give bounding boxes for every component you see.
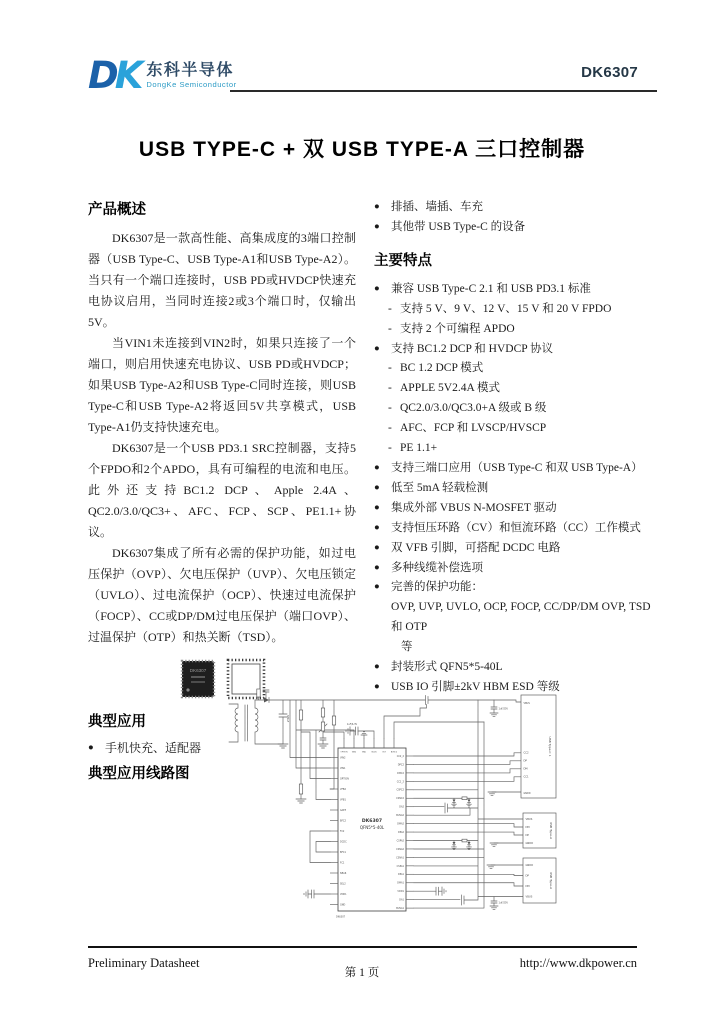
pin-label: DA2 — [399, 805, 404, 809]
feature-text: 兼容 USB Type-C 2.1 和 USB PD3.1 标准 — [391, 282, 591, 295]
pin-label: GND — [361, 751, 367, 754]
logo-letter-d: D — [88, 54, 115, 97]
pin-label: CSPA1 — [396, 864, 404, 868]
pin-label: GND — [340, 903, 346, 907]
pin-label: DPA1 — [397, 873, 404, 877]
pin-label: DP — [525, 874, 529, 878]
brand-name-cn: 东科半导体 — [146, 62, 234, 79]
feature-text: BC 1.2 DCP 模式 — [400, 362, 484, 375]
esd-diode — [453, 842, 456, 845]
feature-item — [374, 519, 652, 539]
list-item-text: 手机快充、适配器 — [105, 741, 202, 755]
footer-rule — [88, 946, 637, 948]
overview-paragraph: DK6307集成了所有必需的保护功能，如过电压保护（OVP）、欠电压保护（UVP）、欠电压锁定（UVLO）、过电流保护（OCP）、快速过电流保护（FOCP）、CC或DP/DM过电压保护（端口OVP）、过温保护（OTP）和热关断（TSD）。 — [88, 546, 356, 644]
ic-package: QFN5*5-40L — [359, 825, 385, 830]
feature-text: 支持 BC1.2 DCP 和 HVDCP 协议 — [391, 342, 554, 355]
ic-name: DK6307 — [361, 819, 383, 824]
bullet-icon: ● — [374, 462, 380, 473]
feature-item — [374, 399, 652, 419]
pin-label: VDD5 — [371, 751, 377, 754]
pin-label: SEL2 — [340, 882, 346, 886]
pin-label: DPA2 — [397, 830, 404, 834]
feature-item — [374, 280, 652, 300]
typec-cap-label: 1uF/25V — [498, 707, 509, 711]
pin-label: BUSA2 — [396, 814, 404, 818]
overview-paragraph: DK6307是一个USB PD3.1 SRC控制器，支持5个FPDO和2个APDO，具有可编程的电流和电压。此外还支持BC1.2 DCP、Apple 2.4A、QC2.0/3.0/QC3+、AFC、FCP、SCP、PE1.1+协议。 — [88, 441, 356, 539]
schematic-svg — [226, 686, 568, 938]
bullet-icon: - — [388, 442, 392, 455]
pin-label: CSPA2 — [396, 839, 404, 843]
pin-label: DM — [525, 825, 530, 829]
feature-item — [374, 658, 652, 678]
pin-label: DCDC — [340, 840, 347, 844]
feature-item — [374, 359, 652, 379]
footer-website: http://www.dkpower.cn — [519, 956, 637, 970]
bullet-icon: - — [388, 302, 392, 315]
resistor — [321, 722, 324, 731]
bullet-icon: ● — [374, 582, 380, 593]
applications-list — [374, 198, 652, 238]
pin-label: DMA2 — [397, 822, 404, 826]
pin-label: CSNA1 — [396, 856, 404, 860]
chip-photo-dark — [178, 656, 218, 702]
pin-label: NEAR — [340, 871, 347, 875]
footer-document-type: Preliminary Datasheet — [88, 956, 200, 970]
pin-label: CC2_2 — [396, 754, 404, 758]
pin-label: GATE — [340, 808, 347, 812]
header-rule — [230, 90, 657, 92]
pin-label: BFC1 — [340, 850, 346, 854]
pin-label: CC2 — [523, 751, 529, 755]
feature-item — [374, 479, 652, 499]
resistor — [299, 784, 302, 794]
brand-name-en: DongKe Semiconductor — [146, 80, 237, 89]
chip-marking: DK6307 — [189, 668, 206, 673]
resistor — [299, 710, 302, 720]
pin-label: DMA1 — [397, 881, 404, 885]
feature-text: OVP, UVP, UVLO, OCP, FOCP, CC/DP/DM OVP, TSD 和 OTP — [391, 601, 651, 634]
pin-label: GNDD — [525, 841, 534, 845]
type-c-gnd-pin: GNDD — [523, 791, 531, 795]
transformer — [229, 700, 283, 744]
bullet-icon: ● — [374, 202, 380, 212]
feature-text: USB IO 引脚±2kV HBM ESD 等级 — [391, 680, 560, 693]
bullet-icon: ● — [374, 283, 380, 294]
feature-text: PE 1.1+ — [400, 442, 438, 455]
type-c-vbus-pin: VBUS — [523, 701, 530, 705]
typea-cap-label: 1uF/25V — [498, 901, 509, 905]
usb-type-c-label: USB Type-C 1 — [548, 736, 552, 757]
bullet-icon: ● — [374, 482, 380, 493]
pin-label: VDD1 — [340, 892, 347, 896]
feature-text: 封装形式 QFN5*5-40L — [391, 661, 503, 674]
pin-label: VIN1 — [340, 766, 346, 770]
pin-label: VIN2 — [340, 756, 346, 760]
pin-label: CSNC2 — [396, 797, 404, 801]
feature-text: 支持恒压环路（CV）和恒流环路（CC）工作模式 — [391, 521, 641, 534]
list-item — [374, 198, 652, 218]
pin-label: VDD1 — [397, 890, 404, 894]
logo-mark — [88, 54, 140, 97]
vdd-cap-label: 1uF/6.3V — [346, 722, 358, 726]
ic-bottom-label: DK6307 — [336, 915, 346, 919]
pin-label: FC1 — [340, 861, 345, 865]
pin-label: DP — [523, 759, 527, 763]
feature-item — [374, 598, 652, 638]
bullet-icon: ● — [88, 743, 94, 753]
usb-type-a1-label: USB Type-A — [549, 821, 553, 840]
resistor — [332, 716, 335, 725]
feature-text: 支持 5 V、9 V、12 V、15 V 和 20 V FPDO — [400, 302, 612, 315]
bullet-icon: - — [388, 422, 392, 435]
feature-item — [374, 539, 652, 559]
feature-item — [374, 379, 652, 399]
feature-text: 双 VFB 引脚，可搭配 DCDC 电路 — [391, 541, 561, 554]
feature-item — [374, 340, 652, 360]
pin-label: VFB2 — [340, 787, 346, 791]
feature-text: 多种线缆补偿选项 — [391, 561, 483, 574]
bullet-icon: ● — [374, 681, 380, 692]
features-list — [374, 280, 652, 698]
bullet-icon: ● — [374, 662, 380, 673]
list-item — [374, 218, 652, 238]
feature-text: 等 — [401, 641, 413, 654]
pin-label: FC2 — [340, 829, 345, 833]
resistor — [321, 708, 324, 717]
esd-diode — [468, 842, 471, 845]
pin-label: CSPC2 — [396, 788, 404, 792]
feature-text: QC2.0/3.0/QC3.0+A 级或 B 级 — [400, 402, 547, 415]
overview-paragraph: 当VIN1未连接到VIN2时，如果只连接了一个端口，则启用快速充电协议、USB PD或HVDCP；如果USB Type-A2和USB Type-C同时连接，则USB Type-C和USB Type-A2将返回5V共享模式，USB Type-A1仍支持快速充电。 — [88, 336, 356, 434]
resistor — [257, 689, 260, 697]
feature-item — [374, 459, 652, 479]
esd-diode — [468, 800, 471, 803]
pin-label: OPTION — [340, 777, 349, 781]
footer-page-number: 第 1 页 — [344, 967, 380, 979]
bullet-icon: - — [388, 382, 392, 395]
feature-item — [374, 499, 652, 519]
pin-label: DP — [525, 833, 529, 837]
feature-text: 完善的保护功能： — [391, 581, 483, 594]
ferrite-bead — [462, 797, 467, 800]
pin-label: DM — [523, 767, 528, 771]
logo-text — [146, 57, 236, 89]
feature-text: 低至 5mA 轻载检测 — [391, 481, 489, 494]
bullet-icon: ● — [374, 562, 380, 573]
pin-label: DM — [525, 884, 530, 888]
pin-label: CC1_2 — [396, 780, 404, 784]
bullet-icon: - — [388, 322, 392, 335]
bullet-icon: ● — [374, 502, 380, 513]
section-heading-features: 主要特点 — [374, 252, 432, 269]
pin-label: VFB1 — [340, 798, 346, 802]
feature-item — [374, 419, 652, 439]
feature-item — [374, 559, 652, 579]
pin-label: CC1 — [523, 775, 529, 779]
pin-label: DPC2 — [397, 763, 404, 767]
bullet-icon: ● — [374, 221, 380, 232]
right-column — [374, 198, 652, 698]
pin-label: GNDD — [525, 863, 534, 867]
overview-paragraph: DK6307是一款高性能、高集成度的3端口控制器（USB Type-C、USB Type-A1和USB Type-A2）。当只有一个端口连接时，USB PD或HVDCP快速充电协议启用，当同时连接2或3个端口时，仅输出5V。 — [88, 231, 356, 329]
pin-label: DA1 — [399, 898, 404, 902]
part-number: DK6307 — [581, 64, 638, 81]
pin-label: OUT — [382, 751, 386, 754]
bullet-icon: ● — [374, 522, 380, 533]
feature-item — [374, 300, 652, 320]
pin-label: VBUS — [525, 817, 533, 821]
feature-text: 支持三端口应用（USB Type-C 和双 USB Type-A） — [391, 461, 643, 474]
list-item-text: 其他带 USB Type-C 的设备 — [391, 220, 526, 233]
pin-label: BUSC2 — [390, 751, 398, 754]
feature-item — [374, 439, 652, 459]
overview-paragraphs — [88, 228, 356, 648]
section-heading-circuit: 典型应用线路图 — [88, 766, 190, 782]
bullet-icon: ● — [374, 542, 380, 553]
pin-label: VIN2 — [351, 751, 357, 754]
ferrite-bead — [462, 839, 467, 842]
bulk-cap-label: 680uF — [286, 715, 289, 723]
feature-text: APPLE 5V2.4A 模式 — [400, 382, 500, 395]
logo-letter-k: K — [114, 54, 140, 97]
bullet-icon: - — [388, 402, 392, 415]
feature-item — [374, 320, 652, 340]
bullet-icon: - — [388, 362, 392, 375]
pin-label: CSNA2 — [396, 847, 404, 851]
rectifier-diode — [264, 698, 269, 703]
list-item-text: 排插、墙插、车充 — [391, 201, 483, 213]
company-logo — [88, 54, 237, 97]
page-title: USB TYPE-C + 双 USB TYPE-A 三口控制器 — [138, 138, 586, 161]
pin-label: BUSA1 — [396, 907, 404, 910]
esd-diode — [453, 800, 456, 803]
feature-text: AFC、FCP 和 LVSCP/HVSCP — [400, 422, 547, 435]
feature-item — [374, 578, 652, 598]
application-circuit-diagram — [226, 686, 568, 938]
section-heading-typical-apps: 典型应用 — [88, 714, 146, 730]
pin-label: OPTION — [340, 751, 348, 754]
section-heading-overview: 产品概述 — [88, 202, 146, 218]
bullet-icon: ● — [374, 343, 380, 354]
usb-type-a2-label: USB Type-A — [549, 871, 553, 890]
feature-text: 集成外部 VBUS N-MOSFET 驱动 — [391, 501, 557, 514]
pin-label: VBUS — [525, 895, 533, 899]
pin-label: BFC2 — [340, 819, 346, 823]
feature-text: 支持 2 个可编程 APDO — [400, 322, 515, 335]
pin-label: DMC2 — [397, 771, 404, 775]
feature-item — [374, 638, 652, 658]
